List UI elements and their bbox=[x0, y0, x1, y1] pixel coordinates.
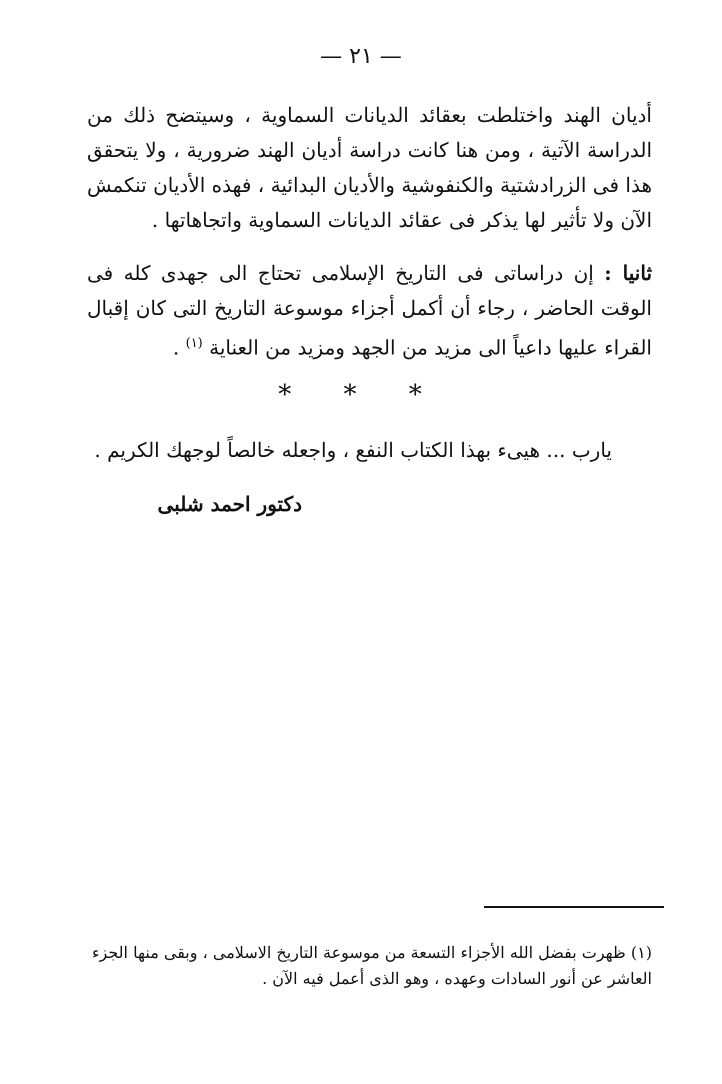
paragraph-2-lead: ثانيا : bbox=[604, 261, 653, 285]
page-number: — ٢١ — bbox=[320, 44, 402, 69]
closing-prayer: يارب ... هيىء بهذا الكتاب النفع ، واجعله خالصاً لوجهك الكريم . bbox=[94, 438, 612, 462]
author-signature: دكتور احمد شلبى bbox=[157, 492, 302, 516]
section-separator: * * * bbox=[278, 380, 444, 410]
footnote-divider bbox=[484, 906, 664, 908]
paragraph-1: أديان الهند واختلطت بعقائد الديانات السماوية ، وسيتضح ذلك من الدراسة الآتية ، ومن هنا كانت دراسة أديان الهند ضرورية ، ولا يتحقق هذا فى الزرادشتية والكنفوشية والأديان البدائية ، فهذه الأديان تنكمش الآن ولا تأثير لها يذكر فى عقائد الديانات السماوية واتجاهاتها . bbox=[87, 103, 652, 232]
paragraph-2-end: . bbox=[172, 335, 186, 360]
footnote-reference: (١) bbox=[185, 336, 203, 351]
paragraph-2 bbox=[87, 256, 652, 366]
footnote: (١) ظهرت بفضل الله الأجزاء التسعة من موسوعة التاريخ الاسلامى ، وبقى منها الجزء العاشر عن أنور السادات وعهده ، وهو الذى أعمل فيه الآن . bbox=[92, 943, 652, 988]
paragraph-2-text: إن دراساتى فى التاريخ الإسلامى تحتاج الى جهدى كله فى الوقت الحاضر ، رجاء أن أكمل أجزاء موسوعة التاريخ التى كان إقبال القراء عليها داعياً الى مزيد من الجهد ومزيد من العناية bbox=[87, 261, 652, 360]
